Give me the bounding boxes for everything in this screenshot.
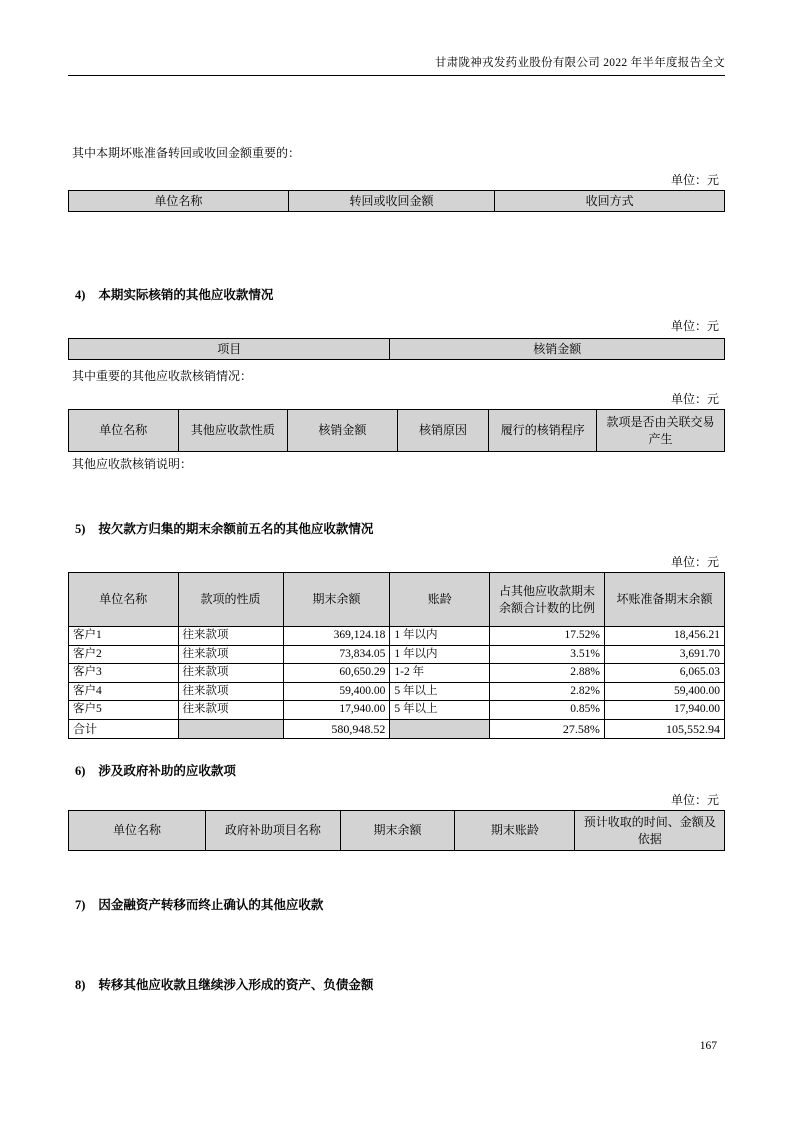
column-header: 单位名称 — [69, 573, 179, 627]
nature-cell: 往来款项 — [178, 645, 283, 664]
section-4-heading — [68, 285, 725, 303]
section-6-title: 涉及政府补助的应收款项 — [98, 764, 236, 778]
table-header-row — [69, 339, 725, 360]
nature-cell: 往来款项 — [178, 664, 283, 683]
table-row — [69, 701, 725, 720]
reversal-table — [68, 190, 725, 212]
total-provision-cell: 105,552.94 — [604, 719, 724, 738]
unit-name-cell: 客户2 — [69, 645, 179, 664]
ratio-cell: 17.52% — [490, 627, 605, 646]
writeoff-sub-lead: 其中重要的其他应收款核销情况： — [72, 369, 253, 383]
balance-cell: 17,940.00 — [283, 701, 390, 720]
total-balance-cell: 580,948.52 — [283, 719, 390, 738]
column-header: 期末账龄 — [455, 811, 575, 851]
provision-cell: 3,691.70 — [604, 645, 724, 664]
unit-label-4: 单位：元 — [670, 555, 719, 569]
table-row — [69, 645, 725, 664]
aging-cell: 5 年以上 — [390, 682, 490, 701]
section-7-title: 因金融资产转移而终止确认的其他应收款 — [98, 898, 324, 912]
provision-cell: 6,065.03 — [604, 664, 724, 683]
unit-name-cell: 客户5 — [69, 701, 179, 720]
section-5-title: 按欠款方归集的期末余额前五名的其他应收款情况 — [98, 522, 374, 536]
aging-cell: 1 年以内 — [390, 627, 490, 646]
column-header: 核销原因 — [397, 410, 489, 452]
provision-cell: 18,456.21 — [604, 627, 724, 646]
table-row — [69, 682, 725, 701]
header-divider — [68, 75, 725, 76]
column-header: 账龄 — [390, 573, 490, 627]
reversal-table-wrap — [68, 190, 725, 212]
table-header-row — [69, 573, 725, 627]
column-header: 款项的性质 — [178, 573, 283, 627]
column-header: 占其他应收款期末余额合计数的比例 — [490, 573, 605, 627]
column-header: 项目 — [69, 339, 390, 360]
writeoff-detail-table-wrap — [68, 409, 725, 452]
total-row — [69, 719, 725, 738]
nature-cell: 往来款项 — [178, 627, 283, 646]
gov-subsidy-table-wrap — [68, 810, 725, 851]
column-header: 款项是否由关联交易产生 — [597, 410, 725, 452]
balance-cell: 369,124.18 — [283, 627, 390, 646]
writeoff-summary-table-wrap — [68, 338, 725, 360]
gov-subsidy-table — [68, 810, 725, 851]
column-header: 核销金额 — [288, 410, 398, 452]
section-5-heading — [68, 519, 725, 537]
unit-label-1: 单位：元 — [670, 173, 719, 187]
column-header: 转回或收回金额 — [288, 191, 495, 212]
section-7-number: 7) — [75, 898, 86, 912]
balance-cell: 60,650.29 — [283, 664, 390, 683]
writeoff-summary-table — [68, 338, 725, 360]
section-5-number: 5) — [75, 522, 86, 536]
table-header-row — [69, 191, 725, 212]
column-header: 核销金额 — [390, 339, 725, 360]
aging-cell: 1-2 年 — [390, 664, 490, 683]
column-header: 单位名称 — [69, 410, 179, 452]
column-header: 期末余额 — [283, 573, 390, 627]
table-header-row — [69, 811, 725, 851]
column-header: 政府补助项目名称 — [206, 811, 340, 851]
column-header: 单位名称 — [69, 811, 206, 851]
top5-receivables-table — [68, 572, 725, 739]
section-8-heading — [68, 975, 725, 993]
section-7-heading — [68, 895, 725, 913]
writeoff-detail-table — [68, 409, 725, 452]
aging-cell: 5 年以上 — [390, 701, 490, 720]
total-label-cell: 合计 — [69, 719, 179, 738]
report-header-title: 甘肃陇神戎发药业股份有限公司 2022 年半年度报告全文 — [434, 57, 725, 69]
section-8-number: 8) — [75, 978, 86, 992]
balance-cell: 73,834.05 — [283, 645, 390, 664]
provision-cell: 59,400.00 — [604, 682, 724, 701]
aging-cell: 1 年以内 — [390, 645, 490, 664]
page-number: 167 — [699, 1040, 717, 1052]
column-header: 单位名称 — [69, 191, 289, 212]
column-header: 履行的核销程序 — [489, 410, 597, 452]
section-4-number: 4) — [75, 288, 86, 302]
column-header: 期末余额 — [340, 811, 455, 851]
unit-label-3: 单位：元 — [670, 392, 719, 406]
intro-lead-text: 其中本期坏账准备转回或收回金额重要的： — [72, 146, 301, 160]
unit-label-2: 单位：元 — [670, 319, 719, 333]
writeoff-note-text: 其他应收款核销说明： — [72, 457, 193, 471]
nature-cell: 往来款项 — [178, 682, 283, 701]
ratio-cell: 2.88% — [490, 664, 605, 683]
empty-cell — [178, 719, 283, 738]
unit-name-cell: 客户3 — [69, 664, 179, 683]
ratio-cell: 3.51% — [490, 645, 605, 664]
table-header-row — [69, 410, 725, 452]
column-header: 预计收取的时间、金额及依据 — [575, 811, 725, 851]
section-4-title: 本期实际核销的其他应收款情况 — [98, 288, 274, 302]
table-row — [69, 627, 725, 646]
section-8-title: 转移其他应收款且继续涉入形成的资产、负债金额 — [98, 978, 374, 992]
unit-name-cell: 客户4 — [69, 682, 179, 701]
column-header: 坏账准备期末余额 — [604, 573, 724, 627]
provision-cell: 17,940.00 — [604, 701, 724, 720]
section-6-number: 6) — [75, 764, 86, 778]
top5-receivables-table-wrap — [68, 572, 725, 739]
balance-cell: 59,400.00 — [283, 682, 390, 701]
section-6-heading — [68, 761, 725, 779]
column-header: 其他应收款性质 — [178, 410, 288, 452]
total-ratio-cell: 27.58% — [490, 719, 605, 738]
column-header: 收回方式 — [495, 191, 725, 212]
empty-cell — [390, 719, 490, 738]
nature-cell: 往来款项 — [178, 701, 283, 720]
ratio-cell: 2.82% — [490, 682, 605, 701]
ratio-cell: 0.85% — [490, 701, 605, 720]
table-row — [69, 664, 725, 683]
unit-name-cell: 客户1 — [69, 627, 179, 646]
unit-label-5: 单位：元 — [670, 793, 719, 807]
